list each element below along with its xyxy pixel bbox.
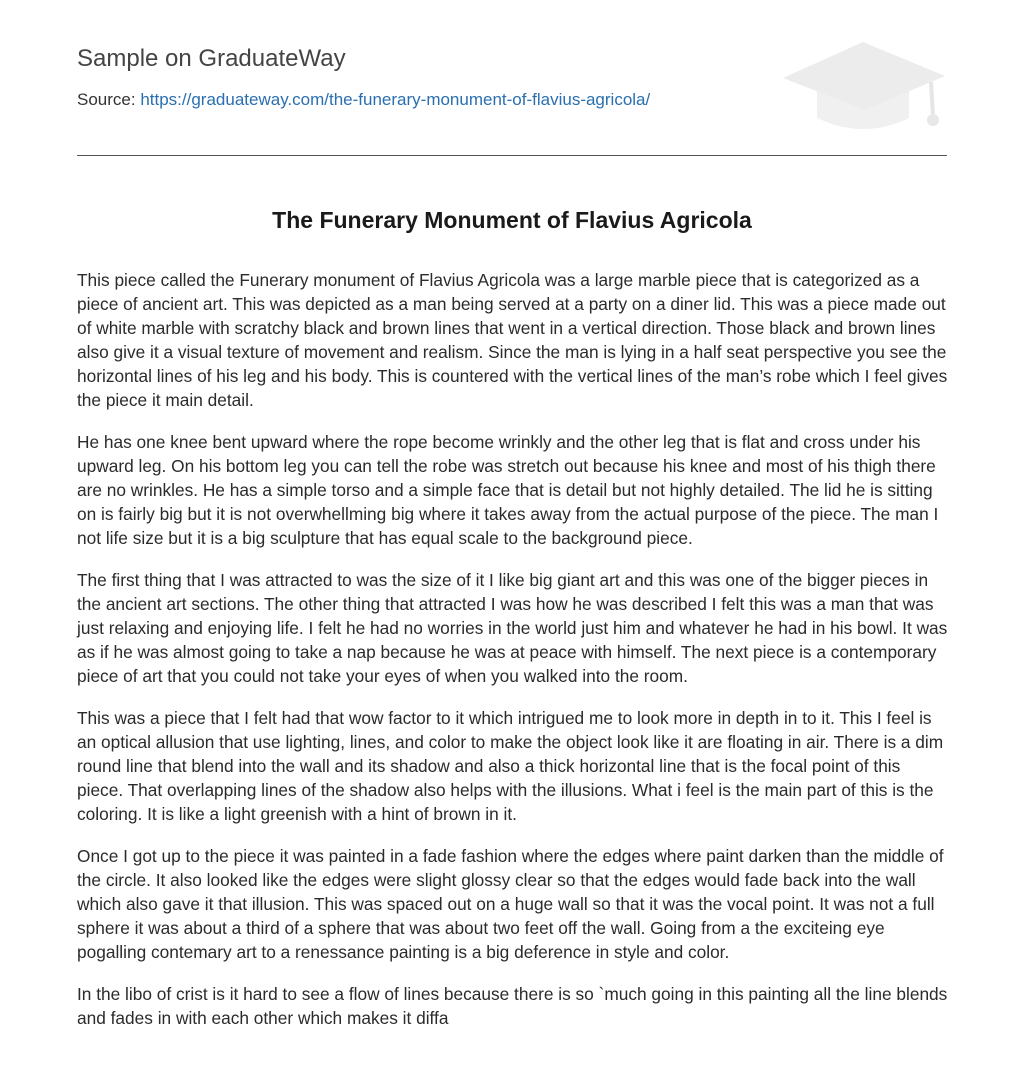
paragraph: This piece called the Funerary monument of Flavius Agricola was a large marble piece that is categorized as a piece of ancient art. This was depicted as a man being served at a party on a diner lid. This was a piece made out of white marble with scratchy black and brown lines that went in a vertical direction. Those black and brown lines also give it a visual texture of movement and realism. Since the man is lying in a half seat perspective you see the horizontal lines of his leg and his body. This is countered with the vertical lines of the man’s robe which I feel gives the piece it main detail. bbox=[77, 270, 948, 410]
paragraph: Once I got up to the piece it was painted in a fade fashion where the edges where paint darken than the middle of the circle. It also looked like the edges were slight glossy clear so that the edges would fade back into the wall which also gave it that illusion. This was spaced out on a huge wall so that it was the vocal point. It was not a full sphere it was about a third of a sphere that was about two feet off the wall. Going from a the exciteing eye pogalling contemary art to a renessance painting is a big deference in style and color. bbox=[77, 846, 944, 962]
source-label: Source: bbox=[77, 90, 136, 109]
header bbox=[77, 40, 947, 156]
paragraph: In the libo of crist is it hard to see a flow of lines because there is so `much going in this painting all the line blends and fades in with each other which makes it diffa bbox=[77, 984, 948, 1028]
essay-title: The Funerary Monument of Flavius Agricola bbox=[272, 207, 752, 233]
source-link[interactable]: https://graduateway.com/the-funerary-monument-of-flavius-agricola/ bbox=[140, 90, 651, 109]
header-divider bbox=[77, 155, 947, 156]
source-line bbox=[77, 89, 650, 111]
paragraph: The first thing that I was attracted to was the size of it I like big giant art and this was one of the bigger pieces in the ancient art sections. The other thing that attracted I was how he was described I felt this was a man that was just relaxing and enjoying life. I felt he had no worries in the world just him and whatever he had in his bowl. It was as if he was almost going to take a nap because he was at peace with himself. The next piece is a contemporary piece of art that you could not take your eyes of when you walked into the room. bbox=[77, 570, 948, 686]
site-title: Sample on GraduateWay bbox=[77, 45, 346, 72]
essay-body bbox=[77, 268, 949, 1048]
paragraph: This was a piece that I felt had that wow factor to it which intrigued me to look more in depth in to it. This I feel is an optical allusion that use lighting, lines, and color to make the object look like it are floating in air. There is a dim round line that blend into the wall and its shadow and also a thick horizontal line that is the focal point of this piece. That overlapping lines of the shadow also helps with the illusions. What i feel is the main part of this is the coloring. It is like a light greenish with a hint of brown in it. bbox=[77, 708, 944, 824]
paragraph: He has one knee bent upward where the rope become wrinkly and the other leg that is flat and cross under his upward leg. On his bottom leg you can tell the robe was stretch out because his knee and most of his thigh there are no wrinkles. He has a simple torso and a simple face that is detail but not highly detailed. The lid he is sitting on is fairly big but it is not overwhellming big where it takes away from the actual purpose of the piece. The man I not life size but it is a big sculpture that has equal scale to the background piece. bbox=[77, 432, 939, 548]
graduation-cap-icon bbox=[781, 30, 947, 134]
